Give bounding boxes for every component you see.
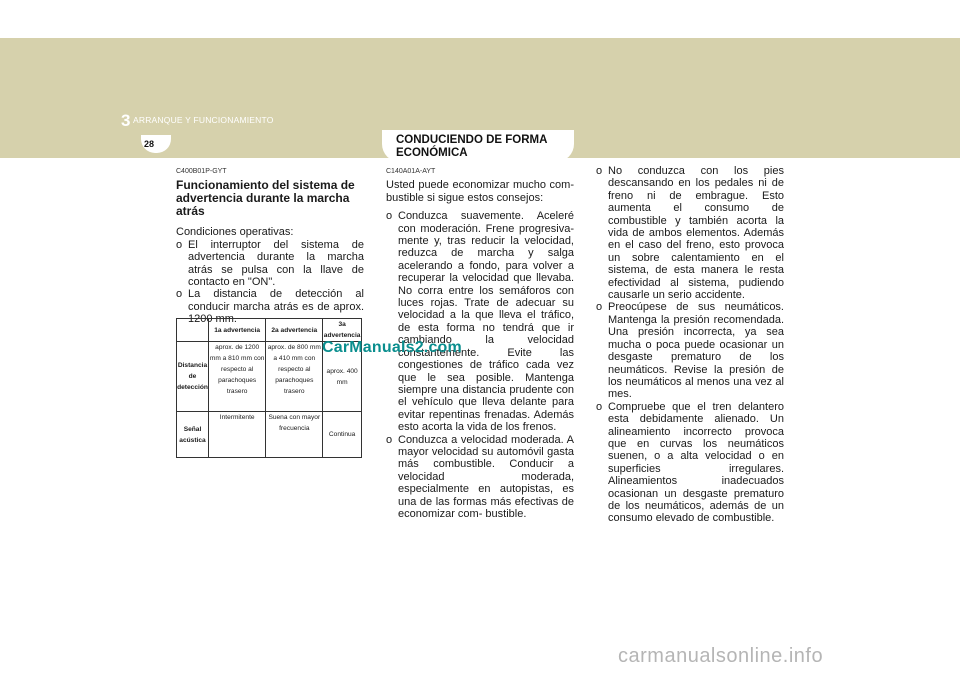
column-left <box>176 166 364 326</box>
bullet-marker: o <box>176 288 183 301</box>
table-cell: Suena con mayor frecuencia <box>266 412 323 458</box>
subsection-heading: Funcionamiento del sistema de advertencia durante la marcha atrás <box>176 178 355 219</box>
row-label: Señal acústica <box>177 412 209 458</box>
table-header-cell <box>177 319 209 342</box>
section-code: C140A01A-AYT <box>386 168 436 175</box>
table-cell: aprox. 400 mm <box>323 342 362 412</box>
list-item-text: Compruebe que el tren delantero esta debidamente alienado. Un alineamiento incorrecto provoca que en curvas los neumáticos suenen, o a alta velocidad o en superficies irregulares. Alineamientos inadecuados ocasionan un desgaste prematuro de los neumáticos, además de un consumo elevado de combustible. <box>608 400 784 525</box>
table-cell: Continua <box>323 412 362 458</box>
table-header-cell: 1a advertencia <box>209 319 266 342</box>
bullet-marker: o <box>386 433 393 446</box>
bullet-marker: o <box>596 165 603 177</box>
bullet-marker: o <box>386 210 393 223</box>
section-code: C400B01P-GYT <box>176 168 227 175</box>
list-item-text: Preocúpese de sus neumáticos. Mantenga la presión recomendada. Una presión incorrecta, ya sea mucha o poca puede ocasionar un desgaste prematuro de los neumáticos. Revise la presión de los neumáticos al menos una vez al mes. <box>608 301 784 401</box>
tips-intro: Usted puede economizar mucho com- bustible si sigue estos consejos: <box>386 179 574 204</box>
section-title: CONDUCIENDO DE FORMA ECONÓMICA <box>396 134 547 159</box>
chapter-number: 3 <box>121 111 131 130</box>
bullet-marker: o <box>176 238 183 251</box>
conditions-intro: Condiciones operativas: <box>176 226 294 239</box>
list-item <box>596 301 784 400</box>
bullet-marker: o <box>596 400 603 413</box>
list-item-text: El interruptor del sistema de advertencia durante la marcha atrás se pulsa con la llave de contacto en "ON". <box>188 238 364 289</box>
list-item <box>596 165 784 301</box>
row-label: Distancia de detección <box>177 342 209 412</box>
table-cell: aprox. de 800 mm a 410 mm con respecto al parachoques trasero <box>266 342 323 412</box>
table-row <box>177 412 362 458</box>
list-item-text: La distancia de detección al conducir marcha atrás es de aprox. 1200 mm. <box>188 288 364 326</box>
list-item <box>386 434 574 521</box>
table-header-cell: 3a advertencia <box>323 319 362 342</box>
list-item <box>386 210 574 433</box>
list-item-text: Conduzca suavemente. Aceleré con moderación. Frene progresiva- mente y, tras reducir la velocidad, reduzca de marcha y salga acelerando a fondo, para volver a recuperar la velocidad que llevaba. No corra entre los semáforos con luces rojas. Trate de adecuar su velocidad a la que lleva el tráfico, de esta forma no tendrá que ir cambiando la velocidad constantemente. Evite las congestiones de tráfico cada vez que le sea posible. Mantenga siempre una distancia prudente con el vehículo que lleva delante para evitar repentinas frenadas. Además esto acorta la vida de los frenos. <box>398 210 574 434</box>
table-cell: aprox. de 1200 mm a 810 mm con respecto al parachoques trasero <box>209 342 266 412</box>
chapter-title: ARRANQUE Y FUNCIONAMIENTO <box>133 115 274 125</box>
watermark-link[interactable]: CarManuals2.com <box>322 339 462 356</box>
site-watermark: carmanualsonline.info <box>618 645 824 667</box>
bullet-marker: o <box>596 301 603 314</box>
list-item-text: No conduzca con los pies descansando en los pedales ni de freno ni de embrague. Esto aumenta el consumo de combustible y también acorta la vida de ambos elementos. Además en el caso del freno, esto provoca un sobre calentamiento en el sistema, de esta manera le resta efectividad al sistema, pudiendo causarle un serio accidente. <box>608 165 784 302</box>
list-item <box>596 401 784 525</box>
list-item <box>176 239 364 289</box>
page-number: 28 <box>144 139 155 149</box>
column-right <box>596 165 784 525</box>
table-header-cell: 2a advertencia <box>266 319 323 342</box>
list-item-text: Conduzca a velocidad moderada. A mayor velocidad su automóvil gasta más combustible. Conducir a velocidad moderada, especialmente en autopistas, es una de las formas más efectivas de economizar com- bustible. <box>398 433 574 520</box>
table-cell: Intermitente <box>209 412 266 458</box>
